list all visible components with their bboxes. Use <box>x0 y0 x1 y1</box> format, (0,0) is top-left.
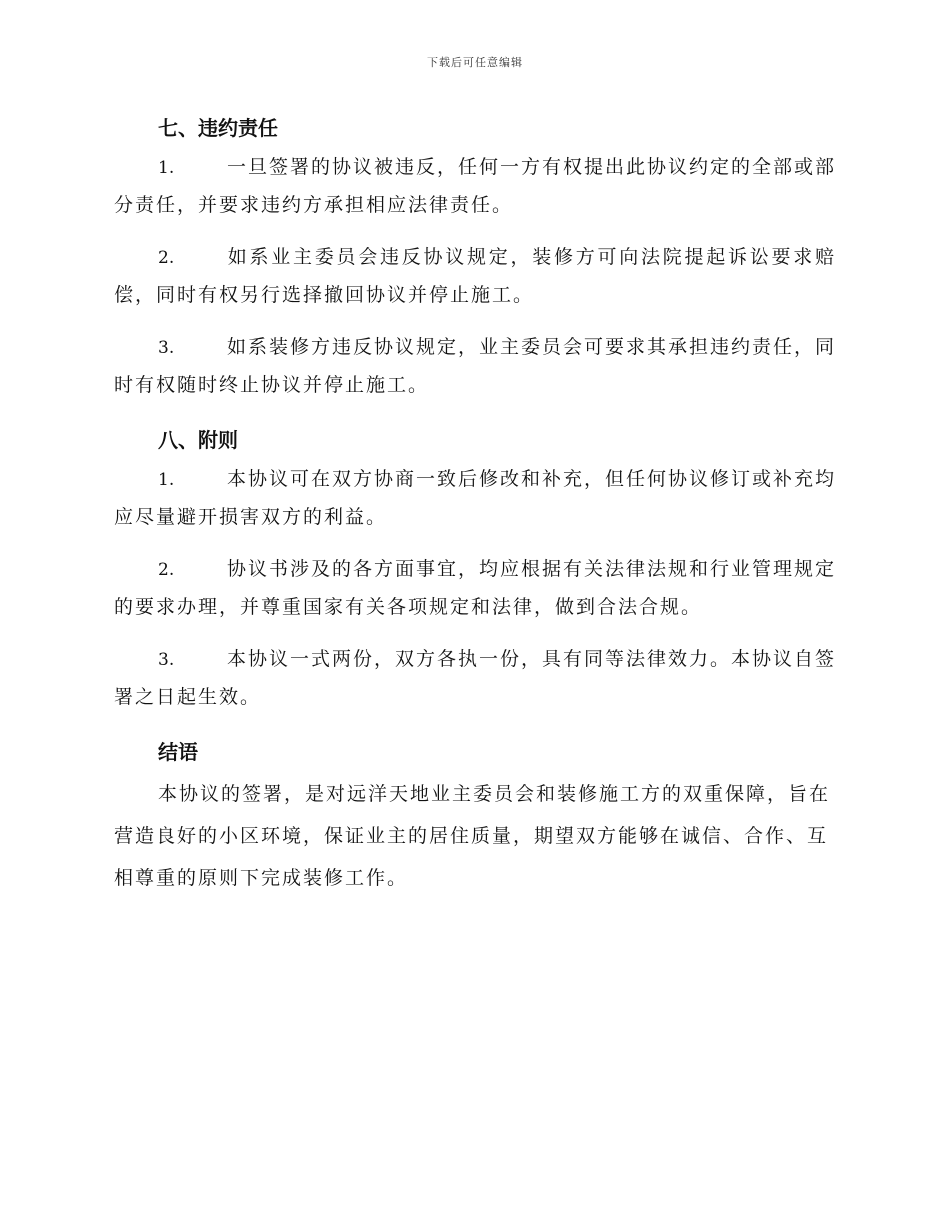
clause-number: 3. <box>158 338 175 358</box>
clause-text: 一旦签署的协议被违反，任何一方有权提出此协议约定的全部或部分责任，并要求违约方承担相应法律责任。 <box>114 156 837 216</box>
clause-7-2 <box>114 239 836 314</box>
clause-7-1 <box>114 149 836 224</box>
clause-text: 本协议一式两份，双方各执一份，具有同等法律效力。本协议自签署之日起生效。 <box>114 648 837 708</box>
clause-8-2 <box>114 551 836 626</box>
clause-text: 如系业主委员会违反协议规定，装修方可向法院提起诉讼要求赔偿，同时有权另行选择撤回协议并停止施工。 <box>114 246 836 306</box>
clause-text: 如系装修方违反协议规定，业主委员会可要求其承担违约责任，同时有权随时终止协议并停止施工。 <box>114 336 837 396</box>
clause-number: 1. <box>158 470 175 490</box>
section-heading-conclusion: 结语 <box>158 740 198 764</box>
clause-number: 2. <box>158 248 175 268</box>
clause-number: 1. <box>158 158 175 178</box>
clause-number: 2. <box>158 560 175 580</box>
document-body <box>114 107 836 899</box>
clause-7-3 <box>114 329 836 404</box>
clause-8-3 <box>114 641 836 716</box>
conclusion-paragraph: 本协议的签署，是对远洋天地业主委员会和装修施工方的双重保障，旨在营造良好的小区环境，保证业主的居住质量，期望双方能够在诚信、合作、互相尊重的原则下完成装修工作。 <box>114 783 831 889</box>
clause-text: 协议书涉及的各方面事宜，均应根据有关法律法规和行业管理规定的要求办理，并尊重国家有关各项规定和法律，做到合法合规。 <box>114 558 837 618</box>
page-header-note: 下载后可任意编辑 <box>427 56 523 69</box>
clause-8-1 <box>114 461 836 536</box>
section-heading-supplementary: 八、附则 <box>158 428 238 452</box>
clause-text: 本协议可在双方协商一致后修改和补充，但任何协议修订或补充均应尽量避开损害双方的利益。 <box>114 468 837 528</box>
section-heading-breach: 七、违约责任 <box>158 116 278 140</box>
clause-number: 3. <box>158 650 175 670</box>
